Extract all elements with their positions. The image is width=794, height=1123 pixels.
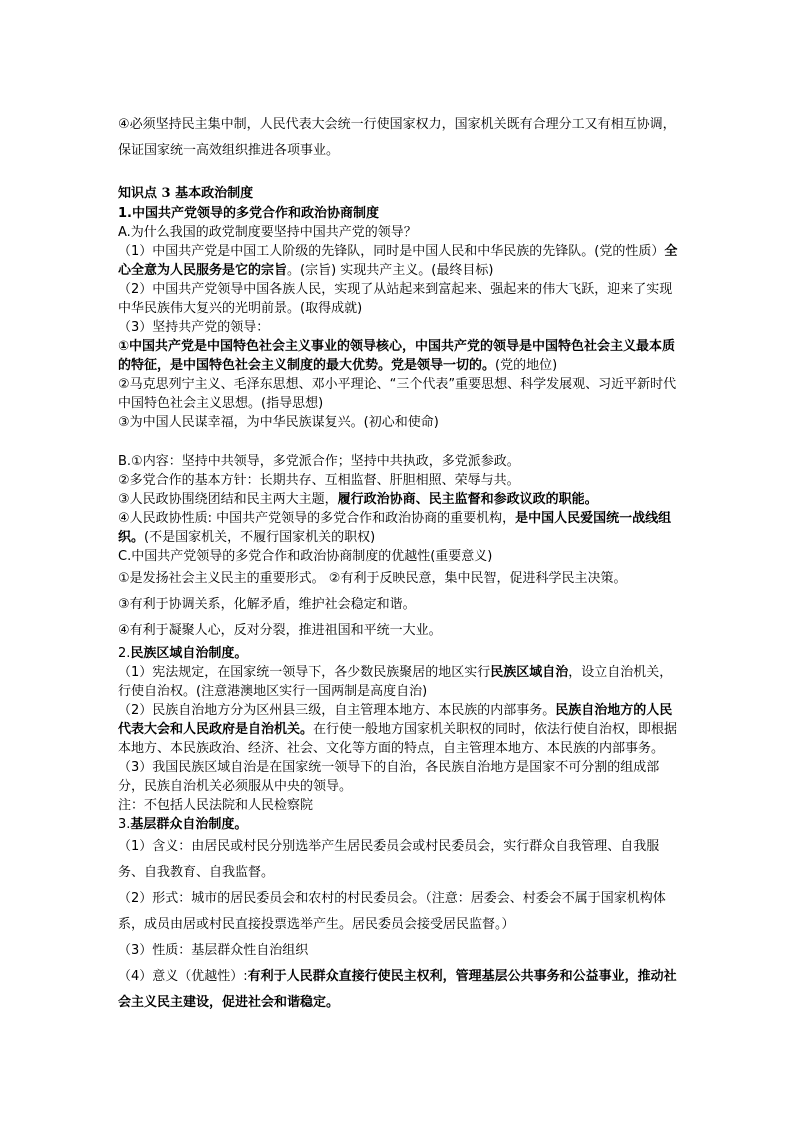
text: 。(宗旨) 实现共产主义。(最终目标)	[287, 263, 494, 278]
document-page	[118, 112, 678, 1016]
text: （1）中国共产党是中国工人阶级的先锋队，同时是中国人民和中华民族的先锋队。(党的性质）	[118, 244, 665, 259]
text: 3.	[118, 817, 131, 832]
subsection-heading	[118, 644, 678, 663]
paragraph: （3）坚持共产党的领导：	[118, 320, 270, 335]
text: 在行使一般地方国家机关职权的同时，依法行使自治权，即根据本地方、本民族政治、经济、社会、文化等方面的特点，自主管理本地方、本民族的内部事务。	[118, 722, 678, 756]
note: 注：不包括人民法院和人民检察院	[118, 798, 314, 813]
subsection-heading	[118, 815, 678, 834]
paragraph: ③有利于协调关系，化解矛盾，维护社会稳定和谐。	[118, 597, 416, 612]
paragraph	[118, 490, 678, 509]
text: 2.	[118, 646, 131, 661]
bold-text: 履行政治协商、民主监督和参政议政的职能。	[337, 492, 598, 507]
paragraph: ②马克思列宁主义、毛泽东思想、邓小平理论、“三个代表”重要思想、科学发展观、习近平新时代中国特色社会主义思想。(指导思想)	[118, 377, 677, 411]
bold-text: 是中国人民爱国统一战线组织。	[118, 511, 672, 545]
paragraph: B.①内容：坚持中共领导，多党派合作；坚持中共执政，多党派参政。	[118, 454, 520, 469]
paragraph	[118, 964, 678, 1016]
text: ④人民政协性质: 中国共产党领导的多党合作和政治协商的重要机构，	[118, 511, 516, 526]
paragraph: A.为什么我国的政党制度要坚持中国共产党的领导？	[118, 225, 417, 240]
paragraph: （2）形式：城市的居民委员会和农村的村民委员会。（注意：居委会、村委会不属于国家机构体系，成员由居或村民直接投票选举产生。居民委员会接受居民监督。）	[118, 891, 666, 932]
bold-text: 基层群众自治制度。	[130, 817, 248, 832]
text: (党的地位)	[495, 358, 558, 373]
paragraph: ④必须坚持民主集中制，人民代表大会统一行使国家权力，国家机关既有合理分工又有相互协调，保证国家统一高效组织推进各项事业。	[118, 117, 676, 158]
paragraph	[118, 337, 678, 375]
section-heading: 知识点 3 基本政治制度	[118, 186, 254, 201]
text: （1）宪法规定，在国家统一领导下，各少数民族聚居的地区实行	[118, 665, 491, 680]
paragraph	[118, 663, 678, 701]
paragraph	[118, 701, 678, 758]
paragraph: （1）含义：由居民或村民分别选举产生居民委员会或村民委员会，实行群众自我管理、自我服务、自我教育、自我监督。	[118, 839, 660, 880]
bold-text: 民族区域自治	[490, 665, 569, 680]
text: （2）民族自治地方分为区州县三级，自主管理本地方、本民族的内部事务。	[118, 703, 556, 718]
bold-text: 民族区域自治制度。	[130, 646, 248, 661]
paragraph: （2）中国共产党领导中国各族人民，实现了从站起来到富起来、强起来的伟大飞跃，迎来了实现中华民族伟大复兴的光明前景。(取得成就)	[118, 282, 673, 316]
paragraph: ②多党合作的基本方针：长期共存、互相监督、肝胆相照、荣辱与共。	[118, 473, 520, 488]
paragraph: ①是发扬社会主义民主的重要形式。 ②有利于反映民意，集中民智，促进科学民主决策。	[118, 571, 627, 586]
paragraph: （3）性质：基层群众性自治组织	[118, 943, 309, 958]
text: ，设立自治机关，行使自治权。(注意港澳地区实行一国两制是高度自治)	[118, 665, 673, 699]
text: （4）意义（优越性）:	[118, 969, 248, 984]
paragraph	[118, 242, 678, 280]
paragraph: C.中国共产党领导的多党合作和政治协商制度的优越性(重要意义)	[118, 549, 493, 564]
paragraph: ④有利于凝聚人心，反对分裂，推进祖国和平统一大业。	[118, 623, 442, 638]
bold-text: 有利于人民群众直接行使民主权利，管理基层公共事务和公益事业，推动社会主义民主建设，促进社会和谐稳定。	[118, 969, 677, 1010]
paragraph	[118, 509, 678, 547]
text: ③人民政协围绕团结和民主两大主题，	[118, 492, 338, 507]
bold-text: 全心全意为人民服务是它的宗旨	[118, 244, 678, 278]
subsection-heading: 1.中国共产党领导的多党合作和政治协商制度	[118, 206, 379, 221]
paragraph: ③为中国人民谋幸福，为中华民族谋复兴。(初心和使命)	[118, 415, 439, 430]
text: (不是国家机关，不履行国家机关的职权)	[144, 530, 376, 545]
bold-text: 民族自治地方的人民代表大会和人民政府是自治机关。	[118, 703, 673, 737]
bold-text: ①中国共产党是中国特色社会主义事业的领导核心，中国共产党的领导是中国特色社会主义最本质的特征，是中国特色社会主义制度的最大优势。党是领导一切的。	[118, 339, 676, 373]
paragraph: （3）我国民族区域自治是在国家统一领导下的自治，各民族自治地方是国家不可分割的组成部分，民族自治机关必须服从中央的领导。	[118, 760, 660, 794]
